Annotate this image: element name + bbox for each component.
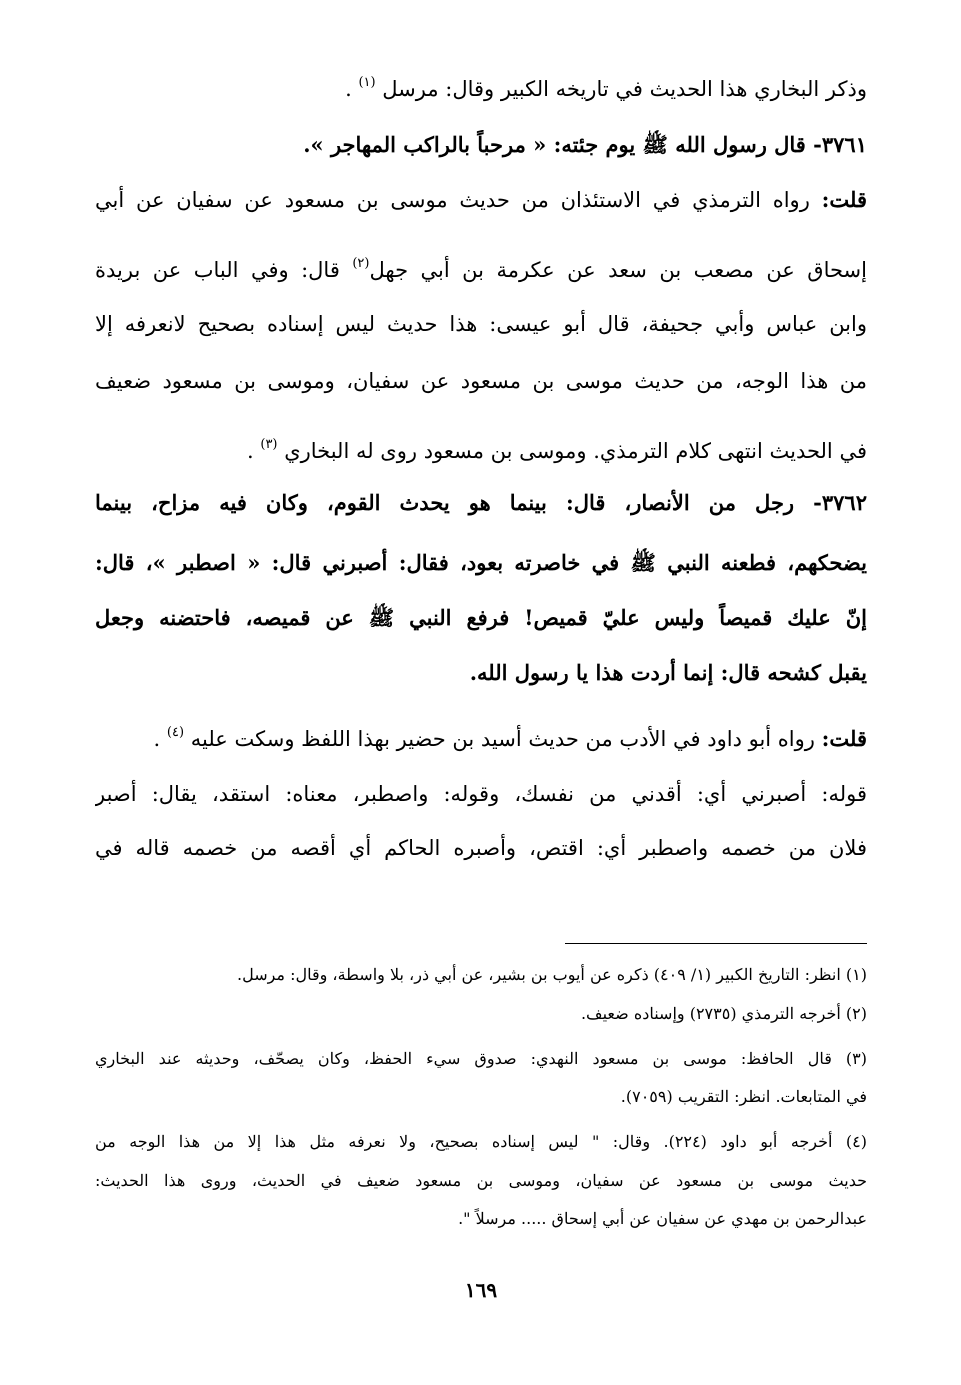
line-text: وابن عباس وأبي جحيفة، قال أبو عيسى: هذا حديث ليس إسناده بصحيح لانعرفه إلا: [95, 312, 867, 336]
footnote-ref-3[interactable]: (٣): [260, 437, 278, 452]
footnote-4: [95, 1130, 867, 1154]
text-line-14: [95, 833, 867, 863]
line-end: .: [345, 77, 352, 101]
line-text: قال: وفي الباب عن بريدة: [95, 258, 340, 282]
line-text: إسحاق عن مصعب بن سعد عن عكرمة بن أبي جهل: [369, 258, 867, 282]
text-line-3: [95, 185, 867, 215]
footnote-text: (٣) قال الحافظ: موسى بن مسعود النهدي: صدوق سيء الحفظ، وكان يصحّف، وحديثه عند البخاري: [95, 1049, 867, 1068]
line-text: وذكر البخاري هذا الحديث في تاريخه الكبير وقال: مرسل: [382, 77, 867, 101]
text-line-1: [95, 74, 867, 104]
hadith-text: ٣٧٦١- قال رسول الله ﷺ يوم جئته: « مرحباً بالراكب المهاجر ».: [303, 132, 867, 157]
footnote-text: في المتابعات. انظر: التقريب (٧٠٥٩).: [620, 1087, 867, 1106]
hadith-text: ٣٧٦٢- رجل من الأنصار، قال: بينما هو يحدث القوم، وكان فيه مزاح، بينما: [95, 490, 867, 515]
qultu-label: قلت:: [821, 187, 867, 212]
line-text: من هذا الوجه، من حديث موسى بن مسعود عن سفيان، وموسى بن مسعود ضعيف: [95, 369, 867, 393]
footnote-ref-2[interactable]: (٢): [352, 256, 370, 271]
footnote-4-cont: [95, 1169, 867, 1193]
text-line-13: [95, 779, 867, 809]
footnote-3-cont: [95, 1085, 867, 1109]
text-line-4: [95, 255, 867, 285]
text-line-5: [95, 309, 867, 339]
line-text: قوله: أصبرني أي: أقدني من نفسك، وقوله: واصطبر، معناه: استقد، يقال: أصبر: [95, 782, 867, 806]
page-content: [95, 52, 867, 1372]
page-number: ١٦٩: [464, 1278, 498, 1302]
hadith-line-4: [95, 658, 867, 688]
line-text: رواه الترمذي في الاستئذان من حديث موسى بن مسعود عن سفيان عن أبي: [95, 188, 810, 212]
text-line-6: [95, 366, 867, 396]
footnote-4-end: [95, 1207, 867, 1231]
hadith-text: يقبل كشحه قال: إنما أردت هذا يا رسول الله.: [469, 660, 867, 685]
qultu-label: قلت:: [821, 726, 867, 751]
footnote-text: حديث موسى بن مسعود عن سفيان، وموسى بن مسعود ضعيف في الحديث، وروى هذا الحديث:: [95, 1171, 867, 1190]
footnote-text: (٢) أخرجه الترمذي (٢٧٣٥) وإسناده ضعيف.: [580, 1004, 867, 1023]
footnote-ref-4[interactable]: (٤): [166, 725, 185, 740]
line-text: رواه أبو داود في الأدب من حديث أسيد بن حضير بهذا اللفظ وسكت عليه: [190, 727, 815, 751]
line-end: .: [246, 439, 254, 463]
footnote-separator: [565, 943, 867, 944]
hadith-heading-3761: [95, 130, 867, 160]
hadith-line-3: [95, 603, 867, 633]
line-text: فلان من خصمه واصطبر أي: اقتص، وأصبره الحاكم أي أقصه من خصمه قاله في: [95, 836, 867, 860]
footnote-text: عبدالرحمن بن مهدي عن سفيان عن أبي إسحاق ..... مرسلاً ".: [458, 1209, 867, 1228]
hadith-heading-3762: [95, 488, 867, 518]
footnote-3: [95, 1047, 867, 1071]
footnote-ref-1[interactable]: (١): [358, 75, 376, 90]
footnote-text: (١) انظر: التاريخ الكبير (١/ ٤٠٩) ذكره عن أيوب بن بشير، عن أبي ذر، بلا واسطة، وقال: مرسل.: [236, 965, 867, 984]
footnote-1: [95, 963, 867, 987]
hadith-text: يضحكهم، فطعنه النبي ﷺ في خاصرته بعود، فقال: أصبرني قال: « اصطبر »، قال:: [95, 550, 867, 575]
line-text: في الحديث انتهى كلام الترمذي. وموسى بن مسعود روى له البخاري: [284, 439, 867, 463]
footnote-text: (٤) أخرجه أبو داود (٢٢٤). وقال: " ليس إسناده بصحيح، ولا نعرفه مثل هذا إلا من هذا الوجه من: [95, 1132, 867, 1151]
hadith-line-2: [95, 548, 867, 578]
text-line-7: [95, 436, 867, 466]
line-end: .: [153, 727, 161, 751]
footnote-2: [95, 1002, 867, 1026]
text-line-12: [95, 724, 867, 754]
hadith-text: إنّ عليك قميصاً وليس عليّ قميص! فرفع النبي ﷺ عن قميصه، فاحتضنه وجعل: [95, 605, 867, 630]
